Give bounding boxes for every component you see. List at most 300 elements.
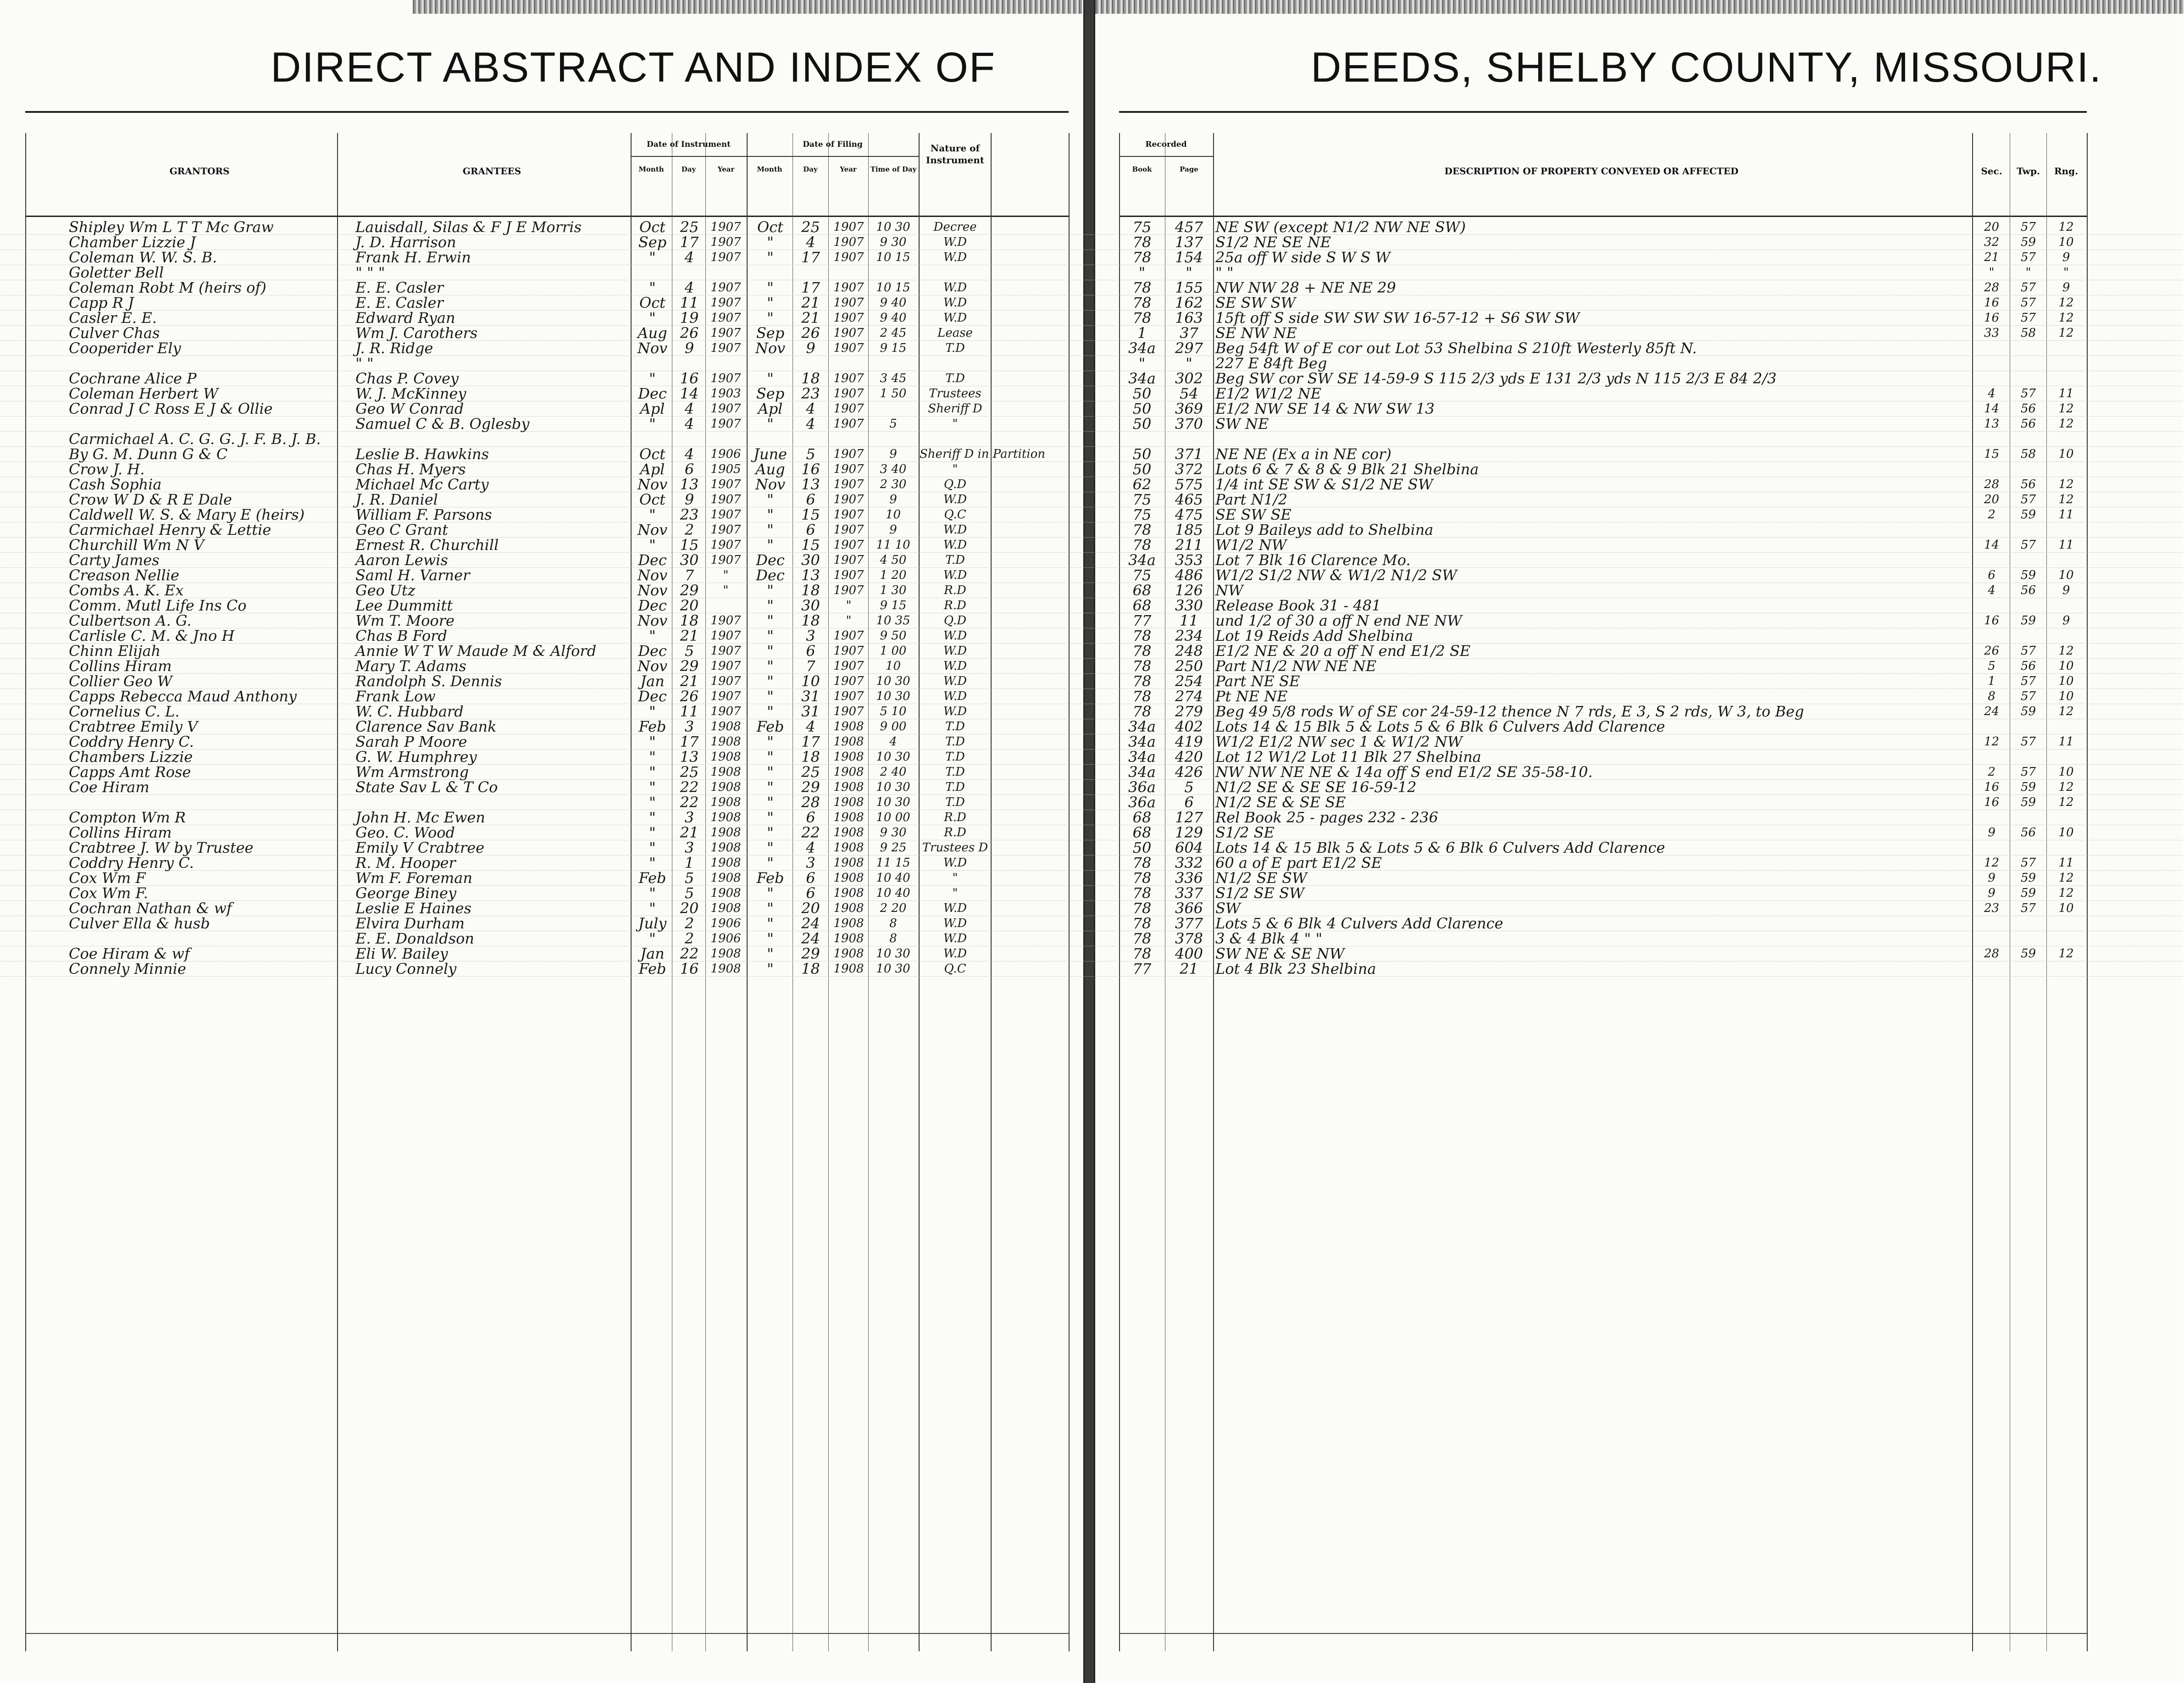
cell-fd: 21: [801, 309, 820, 327]
cell-fm: ": [767, 642, 774, 660]
cell-pg: 21: [1180, 960, 1198, 978]
cell-grantor: Capp R J: [69, 294, 134, 311]
cell-rng: 12: [2058, 644, 2074, 658]
group-rule: [1119, 156, 1213, 157]
ledger-row: [0, 673, 2183, 689]
cell-iy: 1908: [710, 795, 741, 809]
cell-ft: 10 30: [876, 674, 910, 688]
cell-im: Nov: [637, 567, 668, 584]
time-of-day-subheader: Time of Day: [870, 165, 917, 173]
cell-id: 9: [684, 339, 694, 357]
cell-im: July: [638, 915, 667, 932]
cell-im: Feb: [638, 869, 666, 887]
cell-book: 68: [1132, 809, 1152, 826]
cell-book: 36a: [1128, 778, 1156, 796]
cell-sec: 28: [1984, 478, 2000, 491]
cell-nat: W.D: [943, 916, 967, 930]
ledger-row: [0, 825, 2183, 840]
cell-fd: 7: [806, 657, 815, 675]
cell-grantee: Michael Mc Carty: [355, 476, 489, 493]
cell-ft: 9 40: [880, 296, 907, 310]
cell-im: Apl: [640, 461, 665, 478]
cell-book: 78: [1132, 945, 1152, 962]
cell-pg: 37: [1180, 324, 1198, 342]
cell-nat: T.D: [945, 780, 965, 794]
book-subheader: Book: [1132, 165, 1152, 173]
cell-grantee: Wm F. Foreman: [355, 869, 472, 887]
grantees-header: GRANTEES: [462, 166, 521, 177]
cell-iy: ": [723, 568, 729, 582]
cell-im: Nov: [637, 657, 668, 675]
cell-desc: Lot 19 Reids Add Shelbina: [1215, 627, 1414, 644]
cell-pg: 457: [1175, 218, 1203, 236]
cell-pg: 604: [1175, 839, 1203, 856]
ledger-row: [0, 946, 2183, 961]
cell-book: 62: [1132, 476, 1152, 493]
cell-ft: 9 15: [880, 341, 907, 355]
cell-sec: 12: [1984, 856, 2000, 870]
ledger-row: [0, 840, 2183, 855]
cell-fm: Sep: [756, 385, 785, 402]
ledger-row: [0, 734, 2183, 750]
cell-ft: 10 15: [876, 281, 910, 294]
cell-grantor: Goletter Bell: [69, 264, 164, 281]
cell-nat: W.D: [943, 523, 967, 537]
header-rule: [25, 111, 1069, 113]
cell-fm: Feb: [756, 869, 784, 887]
cell-desc: SE SW SE: [1215, 506, 1292, 523]
cell-fm: ": [767, 794, 774, 811]
cell-ft: 10 35: [876, 614, 910, 628]
cell-ft: 10 30: [876, 780, 910, 794]
ledger-row: [0, 704, 2183, 719]
cell-pg: 465: [1175, 491, 1203, 508]
cell-sec: 4: [1988, 387, 1996, 400]
cell-id: 22: [680, 945, 699, 962]
cell-nat: ": [952, 417, 958, 431]
cell-book: 78: [1132, 627, 1152, 644]
cell-grantor: Cornelius C. L.: [69, 703, 180, 720]
cell-desc: Beg 49 5/8 rods W of SE cor 24-59-12 thence N 7 rds, E 3, S 2 rds, W 3, to Beg: [1215, 703, 1804, 720]
cell-rng: 10: [2058, 901, 2074, 915]
cell-nat: ": [952, 886, 958, 900]
cell-fy: ": [846, 599, 852, 612]
cell-grantee: Frank Low: [355, 688, 436, 705]
ledger-row: [0, 310, 2183, 326]
cell-desc: N1/2 SE & SE SE 16-59-12: [1215, 778, 1417, 796]
cell-rng: 11: [2058, 735, 2074, 749]
ledger-row: [0, 265, 2183, 280]
cell-id: 11: [680, 703, 699, 720]
cell-grantor: Coddry Henry C.: [69, 854, 194, 872]
cell-fm: ": [767, 945, 774, 962]
cell-book: 1: [1137, 324, 1147, 342]
cell-sec: 26: [1984, 644, 2000, 658]
cell-im: Nov: [637, 612, 668, 629]
cell-pg: 54: [1180, 385, 1198, 402]
cell-id: 23: [680, 506, 699, 523]
cell-ft: 10 00: [876, 811, 910, 824]
cell-fm: Sep: [756, 324, 785, 342]
cell-nat: W.D: [943, 250, 967, 264]
cell-im: Dec: [638, 597, 667, 614]
ledger-row: [0, 386, 2183, 401]
cell-book: ": [1138, 264, 1146, 281]
cell-sec: ": [1989, 266, 1995, 279]
cell-nat: R.D: [944, 599, 966, 612]
cell-book: 36a: [1128, 794, 1156, 811]
cell-book: 34a: [1128, 370, 1156, 387]
cell-twp: 57: [2020, 311, 2036, 325]
cell-fy: 1908: [833, 901, 864, 915]
cell-im: Dec: [638, 642, 667, 660]
cell-iy: 1908: [710, 856, 741, 870]
ledger-row: [0, 295, 2183, 311]
cell-ft: 1 00: [880, 644, 907, 658]
cell-iy: 1906: [710, 447, 741, 461]
cell-twp: 59: [2020, 508, 2036, 522]
cell-fy: 1908: [833, 962, 864, 976]
cell-iy: 1908: [710, 962, 741, 976]
cell-fy: 1907: [833, 659, 864, 673]
cell-desc: NW NW 28 + NE NE 29: [1215, 279, 1396, 296]
ledger-row: [0, 583, 2183, 598]
cell-ft: 10 40: [876, 871, 910, 885]
cell-fd: 17: [801, 733, 820, 750]
cell-rng: 12: [2058, 947, 2074, 961]
cell-fd: 18: [801, 960, 820, 978]
cell-pg: 337: [1175, 884, 1203, 902]
cell-fm: Aug: [755, 461, 785, 478]
cell-grantee: Wm J. Carothers: [355, 324, 478, 342]
cell-nat: ": [952, 462, 958, 476]
header-rule: [25, 216, 1069, 217]
ledger-row: [0, 507, 2183, 522]
cell-fm: ": [767, 900, 774, 917]
cell-sec: 28: [1984, 281, 2000, 294]
cell-ft: 10 15: [876, 250, 910, 264]
cell-nat: W.D: [943, 705, 967, 718]
ledger-row: [0, 416, 2183, 432]
cell-rng: 12: [2058, 220, 2074, 234]
cell-book: 75: [1132, 506, 1152, 523]
cell-fd: 3: [806, 627, 815, 644]
cell-id: 4: [684, 400, 694, 417]
ledger-row: [0, 522, 2183, 538]
cell-fd: 3: [806, 854, 815, 872]
ledger-row: [0, 250, 2183, 265]
cell-rng: 11: [2058, 387, 2074, 400]
cell-nat: Trustees: [929, 387, 981, 400]
cell-fy: 1907: [833, 250, 864, 264]
cell-desc: S1/2 SE: [1215, 824, 1275, 841]
cell-desc: NW NW NE NE & 14a off S end E1/2 SE 35-58-10.: [1215, 763, 1593, 781]
cell-pg: 377: [1175, 915, 1203, 932]
cell-twp: 59: [2020, 568, 2036, 582]
cell-iy: 1907: [710, 372, 741, 385]
ledger-row: [0, 280, 2183, 295]
cell-ft: 5: [889, 417, 897, 431]
cell-grantee: George Biney: [355, 884, 457, 902]
cell-fm: Nov: [755, 339, 786, 357]
cell-pg: 366: [1175, 900, 1203, 917]
cell-nat: Q.D: [943, 478, 967, 491]
cell-im: ": [649, 930, 656, 947]
cell-fd: 17: [801, 249, 820, 266]
cell-desc: S1/2 NE SE NE: [1215, 233, 1331, 251]
ledger-row: [0, 689, 2183, 704]
cell-fy: 1908: [833, 947, 864, 961]
cell-fm: ": [767, 960, 774, 978]
cell-sec: 4: [1988, 583, 1996, 597]
cell-sec: 16: [1984, 795, 2000, 809]
cell-pg: 475: [1175, 506, 1203, 523]
cell-twp: 59: [2020, 947, 2036, 961]
cell-id: 4: [684, 445, 694, 463]
cell-desc: Lot 9 Baileys add to Shelbina: [1215, 521, 1434, 539]
cell-id: 9: [684, 491, 694, 508]
cell-grantee: Clarence Sav Bank: [355, 718, 497, 735]
cell-iy: 1908: [710, 735, 741, 749]
cell-pg: 137: [1175, 233, 1203, 251]
cell-iy: 1903: [710, 387, 741, 400]
ledger-row: [0, 219, 2183, 235]
cell-id: 21: [680, 627, 699, 644]
cell-grantee: G. W. Humphrey: [355, 748, 477, 766]
cell-id: 2: [684, 521, 694, 539]
cell-twp: 57: [2020, 250, 2036, 264]
cell-grantor: Cox Wm F: [69, 869, 146, 887]
cell-nat: T.D: [945, 341, 965, 355]
cell-book: 34a: [1128, 551, 1156, 569]
cell-book: 34a: [1128, 718, 1156, 735]
cell-fy: 1908: [833, 856, 864, 870]
ledger-row: [0, 613, 2183, 628]
cell-id: 22: [680, 778, 699, 796]
day-subheader: Day: [803, 165, 818, 173]
cell-rng: 10: [2058, 235, 2074, 249]
cell-im: ": [649, 536, 656, 554]
cell-book: 78: [1132, 900, 1152, 917]
cell-grantee: Lucy Connely: [355, 960, 457, 978]
cell-nat: R.D: [944, 826, 966, 839]
cell-fy: 1907: [833, 417, 864, 431]
cell-im: ": [649, 249, 656, 266]
cell-ft: 9 25: [880, 841, 907, 855]
cell-pg: 162: [1175, 294, 1203, 311]
cell-fd: 25: [801, 218, 820, 236]
cell-book: 78: [1132, 930, 1152, 947]
cell-fy: 1907: [833, 493, 864, 506]
ledger-row: [0, 810, 2183, 825]
cell-pg: 372: [1175, 461, 1203, 478]
cell-grantor: Carmichael Henry & Lettie: [69, 521, 272, 539]
cell-rng: 9: [2062, 281, 2070, 294]
ledger-row: [0, 916, 2183, 931]
cell-nat: Q.C: [944, 508, 966, 522]
cell-rng: 12: [2058, 311, 2074, 325]
cell-grantor: Cochrane Alice P: [69, 370, 197, 387]
cell-fy: 1907: [833, 538, 864, 552]
cell-fm: ": [767, 915, 774, 932]
cell-twp: 57: [2020, 689, 2036, 703]
cell-nat: T.D: [945, 795, 965, 809]
cell-nat: T.D: [945, 765, 965, 779]
cell-id: 15: [680, 536, 699, 554]
cell-fy: 1908: [833, 886, 864, 900]
cell-grantor: Crow J. H.: [69, 461, 145, 478]
cell-book: 78: [1132, 657, 1152, 675]
cell-id: 5: [684, 884, 694, 902]
cell-book: 34a: [1128, 733, 1156, 750]
cell-grantor: Churchill Wm N V: [69, 536, 205, 554]
cell-fy: 1908: [833, 916, 864, 930]
cell-pg: 248: [1175, 642, 1203, 660]
cell-id: 17: [680, 233, 699, 251]
cell-book: 78: [1132, 249, 1152, 266]
cell-grantor: Cooperider Ely: [69, 339, 181, 357]
cell-fm: Apl: [758, 400, 783, 417]
cell-twp: 59: [2020, 780, 2036, 794]
cell-grantor: Coleman Robt M (heirs of): [69, 279, 266, 296]
cell-iy: 1907: [710, 220, 741, 234]
cell-iy: 1907: [710, 689, 741, 703]
cell-id: 1: [684, 854, 694, 872]
cell-fd: 29: [801, 945, 820, 962]
footer-rule: [25, 1633, 1069, 1634]
cell-fm: ": [767, 763, 774, 781]
cell-ft: 9 50: [880, 629, 907, 643]
cell-grantee: William F. Parsons: [355, 506, 492, 523]
twp-header: Twp.: [2017, 166, 2040, 177]
cell-id: 22: [680, 794, 699, 811]
ledger-row: [0, 446, 2183, 462]
cell-pg: 426: [1175, 763, 1203, 781]
cell-rng: 12: [2058, 402, 2074, 416]
ledger-row: [0, 749, 2183, 765]
cell-im: Feb: [638, 718, 666, 735]
cell-im: Nov: [637, 476, 668, 493]
cell-im: ": [649, 763, 656, 781]
cell-desc: Rel Book 25 - pages 232 - 236: [1215, 809, 1438, 826]
cell-grantee: " " ": [355, 264, 385, 281]
cell-ft: 11 15: [876, 856, 910, 870]
cell-id: 17: [680, 733, 699, 750]
cell-grantor: Culver Chas: [69, 324, 160, 342]
cell-rng: 11: [2058, 508, 2074, 522]
cell-im: ": [649, 703, 656, 720]
cell-rng: 12: [2058, 871, 2074, 885]
cell-twp: 57: [2020, 765, 2036, 779]
ledger-row: [0, 598, 2183, 613]
cell-fd: 9: [806, 339, 815, 357]
cell-id: 20: [680, 597, 699, 614]
cell-twp: 57: [2020, 281, 2036, 294]
cell-grantor: Compton Wm R: [69, 809, 186, 826]
cell-im: ": [649, 279, 656, 296]
cell-fy: 1908: [833, 735, 864, 749]
cell-rng: ": [2063, 266, 2069, 279]
cell-fy: 1908: [833, 932, 864, 945]
cell-fm: ": [767, 688, 774, 705]
cell-fd: 15: [801, 506, 820, 523]
cell-iy: 1907: [710, 553, 741, 567]
cell-id: 13: [680, 748, 699, 766]
cell-grantee: Aaron Lewis: [355, 551, 448, 569]
cell-rng: 12: [2058, 417, 2074, 431]
cell-iy: 1907: [710, 674, 741, 688]
cell-desc: S1/2 SE SW: [1215, 884, 1304, 902]
cell-im: Dec: [638, 688, 667, 705]
cell-desc: SW NE & SE NW: [1215, 945, 1345, 962]
cell-rng: 10: [2058, 447, 2074, 461]
group-rule: [747, 156, 919, 157]
cell-nat: W.D: [943, 538, 967, 552]
cell-fy: 1907: [833, 447, 864, 461]
cell-twp: 59: [2020, 871, 2036, 885]
cell-id: 4: [684, 249, 694, 266]
cell-desc: N1/2 SE SW: [1215, 869, 1307, 887]
cell-fy: 1908: [833, 795, 864, 809]
cell-fd: 13: [801, 567, 820, 584]
cell-fy: 1907: [833, 644, 864, 658]
ledger-row: [0, 628, 2183, 644]
cell-grantee: Lauisdall, Silas & F J E Morris: [355, 218, 582, 236]
cell-iy: 1908: [710, 826, 741, 839]
cell-sec: 1: [1988, 674, 1996, 688]
cell-fy: 1907: [833, 326, 864, 340]
month-subheader: Month: [757, 165, 782, 173]
cell-book: 50: [1132, 445, 1152, 463]
cell-grantee: W. J. McKinney: [355, 385, 466, 402]
cell-fd: 30: [801, 597, 820, 614]
cell-ft: 2 45: [880, 326, 907, 340]
cell-twp: 57: [2020, 220, 2036, 234]
cell-fd: 21: [801, 294, 820, 311]
cell-grantee: J. R. Daniel: [355, 491, 438, 508]
cell-grantor: Creason Nellie: [69, 567, 179, 584]
cell-book: 78: [1132, 884, 1152, 902]
cell-book: 78: [1132, 536, 1152, 554]
cell-nat: Q.D: [943, 614, 967, 628]
header-rule: [1119, 111, 2087, 113]
cell-ft: 10 30: [876, 689, 910, 703]
cell-pg: 211: [1175, 536, 1203, 554]
ledger-row: [0, 552, 2183, 568]
cell-desc: E1/2 NE & 20 a off N end E1/2 SE: [1215, 642, 1471, 660]
cell-id: 6: [684, 461, 694, 478]
page-subheader: Page: [1180, 165, 1198, 173]
cell-fy: 1907: [833, 523, 864, 537]
cell-im: Apl: [640, 400, 665, 417]
cell-pg: 369: [1175, 400, 1203, 417]
cell-ft: 9: [889, 493, 897, 506]
cell-sec: 9: [1988, 886, 1996, 900]
cell-fy: 1907: [833, 508, 864, 522]
cell-grantee: " ": [355, 355, 374, 372]
cell-fy: 1907: [833, 583, 864, 597]
cell-fm: ": [767, 839, 774, 856]
cell-pg: 330: [1175, 597, 1203, 614]
ledger-row: [0, 371, 2183, 386]
cell-grantor: Connely Minnie: [69, 960, 186, 978]
cell-book: 77: [1132, 960, 1152, 978]
cell-grantee: John H. Mc Ewen: [355, 809, 485, 826]
cell-fy: 1908: [833, 765, 864, 779]
cell-grantee: E. E. Casler: [355, 279, 443, 296]
cell-twp: 56: [2020, 659, 2036, 673]
cell-iy: 1907: [710, 493, 741, 506]
